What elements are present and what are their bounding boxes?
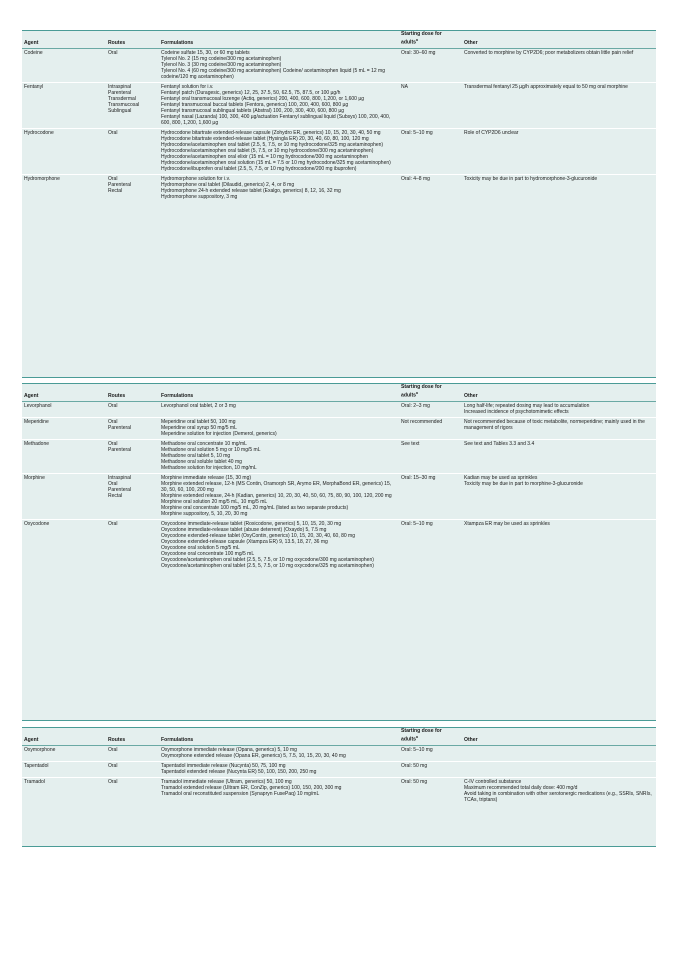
- cell-line: Increased incidence of psychotomimetic effects: [464, 409, 569, 416]
- cell-line: Fentanyl oral transmucosal lozenge (Actiq, generics) 200, 400, 600, 800, 1,200, or 1,600 µg: [161, 96, 365, 103]
- header-formulations: Formulations: [159, 384, 399, 401]
- cell-line: Hydrocodone/acetaminophen oral solution (15 mL = 7.5 or 10 mg hydrocodone/325 mg acetaminophen): [161, 160, 391, 167]
- header-other: Other: [462, 31, 656, 48]
- agent-name: Morphine: [22, 473, 106, 519]
- drug-row: [22, 473, 656, 519]
- cell-line: Intraspinal: [108, 475, 132, 482]
- cell-line: Fentanyl patch (Duragesic, generics) 12, 25, 37.5, 50, 62.5, 75, 87.5, or 100 µg/h: [161, 90, 341, 97]
- drug-row: [22, 745, 656, 761]
- formulations-cell: [159, 82, 399, 128]
- cell-line: Fentanyl nasal (Lazanda) 100, 300, 400 µg/actuation Fentanyl sublingual liquid (Subsys) 100, 200, 400, 600, 800, 1,200, 1,600 µg: [161, 114, 391, 127]
- cell-line: Tylenol No. 2 (15 mg codeine/300 mg acetaminophen): [161, 56, 282, 63]
- route-cell: [106, 439, 159, 473]
- agent-name: Meperidine: [22, 417, 106, 439]
- cell-line: Kadian may be used as sprinkles: [464, 475, 538, 482]
- route-cell: [106, 761, 159, 777]
- route-cell: [106, 48, 159, 82]
- drug-table: [22, 31, 656, 202]
- header-other: Other: [462, 728, 656, 745]
- cell-line: Hydromorphone oral tablet (Dilaudid, generics) 2, 4, or 8 mg: [161, 182, 295, 189]
- cell-line: Methadone oral tablet 5, 10 mg: [161, 453, 231, 460]
- formulations-cell: [159, 417, 399, 439]
- cell-line: Parenteral: [108, 90, 132, 97]
- cell-line: Oral: 5–10 mg: [401, 130, 433, 137]
- cell-line: See text and Tables 3.3 and 3.4: [464, 441, 535, 448]
- cell-line: Oxycodone/acetaminophen oral tablet (2.5, 5, 7.5, or 10 mg oxycodone/325 mg acetaminophen): [161, 563, 374, 570]
- cell-line: Fentanyl transmucosal sublingual tablets (Abstral) 100, 200, 300, 400, 600, 800 µg: [161, 108, 344, 115]
- drug-row: [22, 439, 656, 473]
- cell-line: Toxicity may be due in part to hydromorphone-3-glucuronide: [464, 176, 598, 183]
- cell-line: Meperidine oral tablet 50, 100 mg: [161, 419, 236, 426]
- dose-cell: [399, 417, 462, 439]
- cell-line: Oxycodone/acetaminophen oral tablet (2.5, 5, 7.5, or 10 mg oxycodone/300 mg acetaminophen): [161, 557, 374, 564]
- cell-line: Transdermal fentanyl 25 µg/h approximately equal to 50 mg oral morphine: [464, 84, 628, 91]
- cell-line: Hydrocodone/acetaminophen oral elixir (15 mL = 10 mg hydrocodone/300 mg acetaminophen: [161, 154, 369, 161]
- cell-line: Tapentadol extended release (Nucynta ER) 50, 100, 150, 200, 250 mg: [161, 769, 317, 776]
- cell-line: Oxycodone extended-release capsule (Xtampza ER) 9, 13.5, 18, 27, 36 mg: [161, 539, 328, 546]
- cell-line: Methadone solution for injection, 10 mg/mL: [161, 465, 257, 472]
- drug-row: [22, 417, 656, 439]
- dose-cell: [399, 519, 462, 571]
- formulations-cell: [159, 473, 399, 519]
- header-agent: Agent: [22, 384, 106, 401]
- cell-line: Oxycodone oral solution 5 mg/5 mL: [161, 545, 240, 552]
- cell-line: Maximum recommended total daily dose: 400 mg/d: [464, 785, 578, 792]
- cell-line: Oral: 2–3 mg: [401, 403, 430, 410]
- cell-line: Sublingual: [108, 108, 132, 115]
- cell-line: Morphine oral solution 20 mg/5 mL, 10 mg/5 mL: [161, 499, 268, 506]
- header-starting-dose: Starting dose for adults$^a$: [399, 31, 462, 48]
- dose-cell: [399, 401, 462, 417]
- cell-line: Oxymorphone extended release (Opana ER, generics) 5, 7.5, 10, 15, 20, 30, 40 mg: [161, 753, 346, 760]
- cell-line: Oral: [108, 176, 118, 183]
- header-other: Other: [462, 384, 656, 401]
- cell-line: Not recommended: [401, 419, 443, 426]
- cell-line: Fentanyl solution for i.v.: [161, 84, 214, 91]
- cell-line: Toxicity may be due in part to morphine-3-glucuronide: [464, 481, 583, 488]
- cell-line: Morphine extended release, 24-h (Kadian, generics) 10, 20, 30, 40, 50, 60, 75, 80, 90, 100, 120, 200 mg: [161, 493, 392, 500]
- cell-line: See text: [401, 441, 420, 448]
- header-row: [22, 384, 656, 401]
- cell-line: Tylenol No. 3 (30 mg codeine/300 mg acetaminophen): [161, 62, 282, 69]
- agent-name: Tapentadol: [22, 761, 106, 777]
- cell-line: Oral: [108, 763, 118, 770]
- header-routes: Routes: [106, 728, 159, 745]
- cell-line: Morphine oral concentrate 100 mg/5 mL, 20 mg/mL (listed as two separate products): [161, 505, 349, 512]
- cell-line: Oral: 5–10 mg: [401, 521, 433, 528]
- other-cell: [462, 745, 656, 761]
- drug-row: [22, 761, 656, 777]
- cell-line: Oral: [108, 481, 118, 488]
- header-formulations: Formulations: [159, 728, 399, 745]
- dose-cell: [399, 174, 462, 202]
- route-cell: [106, 745, 159, 761]
- route-cell: [106, 519, 159, 571]
- drug-row: [22, 777, 656, 805]
- cell-line: Oral: [108, 441, 118, 448]
- cell-line: Converted to morphine by CYP2D6; poor metabolizers obtain little pain relief: [464, 50, 634, 57]
- cell-line: Oxycodone immediate-release tablet (abuse deterrent) (Oxaydo) 5, 7.5 mg: [161, 527, 327, 534]
- cell-line: Parenteral: [108, 425, 132, 432]
- cell-line: Hydromorphone 24-h extended release tablet (Exalgo, generics) 8, 12, 16, 32 mg: [161, 188, 341, 195]
- opioid-table-part-3: [22, 727, 656, 847]
- cell-line: Hydrocodone/acetaminophen oral tablet (2.5, 5, 7.5, or 10 mg hydrocodone/325 mg acetaminophen): [161, 142, 384, 149]
- cell-line: Oral: 30–60 mg: [401, 50, 436, 57]
- agent-name: Levorphanol: [22, 401, 106, 417]
- cell-line: Hydromorphone suppository, 3 mg: [161, 194, 238, 201]
- header-routes: Routes: [106, 31, 159, 48]
- cell-line: Intraspinal: [108, 84, 132, 91]
- cell-line: Tylenol No. 4 (60 mg codeine/300 mg acetaminophen) Codeine/ acetaminophen liquid (5 mL = 12 mg codeine/120 mg acetaminophen): [161, 68, 385, 81]
- agent-name: Oxymorphone: [22, 745, 106, 761]
- route-cell: [106, 82, 159, 128]
- formulations-cell: [159, 439, 399, 473]
- other-cell: [462, 48, 656, 82]
- cell-line: Morphine suppository, 5, 10, 20, 30 mg: [161, 511, 248, 518]
- cell-line: Parenteral: [108, 447, 132, 454]
- cell-line: Long half-life; repeated dosing may lead to accumulation: [464, 403, 590, 410]
- header-starting-dose: Starting dose for adults$^a$: [399, 384, 462, 401]
- cell-line: Tramadol extended release (Ultram ER, ConZip, generics) 100, 150, 200, 300 mg: [161, 785, 342, 792]
- route-cell: [106, 473, 159, 519]
- drug-table: [22, 728, 656, 805]
- cell-line: Codeine sulfate 15, 30, or 60 mg tablets: [161, 50, 250, 57]
- cell-line: C-IV controlled substance: [464, 779, 522, 786]
- drug-row: [22, 401, 656, 417]
- dose-cell: [399, 128, 462, 174]
- cell-line: Morphine extended release, 12-h (MS Contin, Oramorph SR, Arymo ER, MorphaBond ER, generics) 15, 30, 50, 60, 100, 200 mg: [161, 481, 392, 494]
- agent-name: Hydrocodone: [22, 128, 106, 174]
- cell-line: Tapentadol immediate release (Nucynta) 50, 75, 100 mg: [161, 763, 286, 770]
- formulations-cell: [159, 745, 399, 761]
- cell-line: Oxycodone oral concentrate 100 mg/5 mL: [161, 551, 255, 558]
- dose-cell: [399, 439, 462, 473]
- header-row: [22, 31, 656, 48]
- cell-line: Oral: [108, 747, 118, 754]
- cell-line: Oral: 15–30 mg: [401, 475, 436, 482]
- cell-line: Xtampza ER may be used as sprinkles: [464, 521, 550, 528]
- cell-line: Methadone oral concentrate 10 mg/mL: [161, 441, 247, 448]
- cell-line: Oral: [108, 50, 118, 57]
- cell-line: NA: [401, 84, 408, 91]
- agent-name: Hydromorphone: [24, 176, 60, 183]
- other-cell: [462, 761, 656, 777]
- formulations-cell: [159, 519, 399, 571]
- formulations-cell: [159, 174, 399, 202]
- cell-line: Oxycodone extended-release tablet (OxyContin, generics) 10, 15, 20, 30, 40, 60, 80 mg: [161, 533, 356, 540]
- footnote-mark: a: [416, 37, 418, 42]
- agent-name: Codeine: [22, 48, 106, 82]
- cell-line: Avoid taking in combination with other serotonergic medications (e.g., SSRIs, SNRIs, TCAs, triptans): [464, 791, 652, 804]
- other-cell: [462, 473, 656, 519]
- footnote-mark: a: [416, 390, 418, 395]
- other-cell: [462, 777, 656, 805]
- agent-name: Oxycodone: [24, 521, 50, 528]
- footnote-mark: a: [416, 734, 418, 739]
- cell-line: Transdermal: [108, 96, 136, 103]
- formulations-cell: [159, 128, 399, 174]
- header-agent: Agent: [22, 728, 106, 745]
- header-routes: Routes: [106, 384, 159, 401]
- other-cell: [462, 401, 656, 417]
- drug-row: [22, 174, 656, 202]
- header-formulations: Formulations: [159, 31, 399, 48]
- cell-line: Oxymorphone immediate release (Opana, generics) 5, 10 mg: [161, 747, 297, 754]
- cell-line: Oral: [108, 779, 118, 786]
- agent-name: Tramadol: [24, 779, 45, 786]
- drug-row: [22, 48, 656, 82]
- dose-cell: [399, 473, 462, 519]
- cell-line: Tramadol immediate release (Ultram, generics) 50, 100 mg: [161, 779, 292, 786]
- other-cell: [462, 417, 656, 439]
- other-cell: [462, 128, 656, 174]
- cell-line: Oral: [108, 403, 118, 410]
- cell-line: Methadone oral solution 5 mg or 10 mg/5 mL: [161, 447, 261, 454]
- cell-line: Methadone oral soluble tablet 40 mg: [161, 459, 242, 466]
- drug-row: [22, 128, 656, 174]
- route-cell: [106, 777, 159, 805]
- cell-line: Oral: 50 mg: [401, 763, 428, 770]
- opioid-table-part-1: [22, 30, 656, 378]
- cell-line: Meperidine solution for injection (Demerol, generics): [161, 431, 277, 438]
- cell-line: Parenteral: [108, 182, 132, 189]
- cell-line: Oral: 4–8 mg: [401, 176, 430, 183]
- cell-line: Hydrocodone/ibuprofen oral tablet (2.5, 5, 7.5, or 10 mg hydrocodone/200 mg ibuprofen): [161, 166, 357, 173]
- cell-line: Transmucosal: [108, 102, 140, 109]
- other-cell: [462, 82, 656, 128]
- route-cell: [106, 174, 159, 202]
- cell-line: Rectal: [108, 188, 123, 195]
- cell-line: Oral: 50 mg: [401, 779, 428, 786]
- opioid-table-part-2: [22, 383, 656, 721]
- formulations-cell: [159, 777, 399, 805]
- header-agent: Agent: [22, 31, 106, 48]
- cell-line: Rectal: [108, 493, 123, 500]
- route-cell: [106, 401, 159, 417]
- route-cell: [106, 417, 159, 439]
- agent-name: Fentanyl: [22, 82, 106, 128]
- cell-line: Oral: [108, 521, 118, 528]
- cell-line: Hydrocodone bitartrate extended-release capsule (Zohydro ER, generics) 10, 15, 20, 30, 40, 50 mg: [161, 130, 381, 137]
- cell-line: Oral: [108, 419, 118, 426]
- cell-line: Oxycodone immediate-release tablet (Roxicodone, generics) 5, 10, 15, 20, 30 mg: [161, 521, 342, 528]
- formulations-cell: [159, 48, 399, 82]
- dose-cell: [399, 48, 462, 82]
- header-starting-dose: Starting dose for adults$^a$: [399, 728, 462, 745]
- cell-line: Role of CYP2D6 unclear: [464, 130, 519, 137]
- drug-row: [22, 82, 656, 128]
- dose-cell: [399, 745, 462, 761]
- cell-line: Hydromorphone solution for i.v.: [161, 176, 231, 183]
- cell-line: Levorphanol oral tablet, 2 or 3 mg: [161, 403, 236, 410]
- drug-table: [22, 384, 656, 571]
- cell-line: Fentanyl transmucosal buccal tablets (Fentora, generics) 100, 200, 400, 600, 800 µg: [161, 102, 349, 109]
- other-cell: [462, 439, 656, 473]
- agent-name: Methadone: [22, 439, 106, 473]
- other-cell: [462, 174, 656, 202]
- cell-line: Hydrocodone/acetaminophen oral tablet (5, 7.5, or 10 mg hydrocodone/300 mg acetaminophen): [161, 148, 374, 155]
- dose-cell: [399, 761, 462, 777]
- cell-line: Oral: 5–10 mg: [401, 747, 433, 754]
- header-row: [22, 728, 656, 745]
- cell-line: Parenteral: [108, 487, 132, 494]
- cell-line: Not recommended because of toxic metabolite, normeperidine; mainly used in the management of rigors: [464, 419, 645, 432]
- cell-line: Tramadol oral reconstituted suspension (Synapryn FusePaq) 10 mg/mL: [161, 791, 320, 798]
- cell-line: Meperidine oral syrup 50 mg/5 mL: [161, 425, 237, 432]
- drug-row: [22, 519, 656, 571]
- cell-line: Hydrocodone bitartrate extended-release tablet (Hysingla ER) 20, 30, 40, 60, 80, 100, 120 mg: [161, 136, 369, 143]
- cell-line: Oral: [108, 130, 118, 137]
- route-cell: [106, 128, 159, 174]
- dose-cell: [399, 777, 462, 805]
- other-cell: [462, 519, 656, 571]
- formulations-cell: [159, 761, 399, 777]
- cell-line: Morphine immediate release (15, 30 mg): [161, 475, 252, 482]
- formulations-cell: [159, 401, 399, 417]
- dose-cell: [399, 82, 462, 128]
